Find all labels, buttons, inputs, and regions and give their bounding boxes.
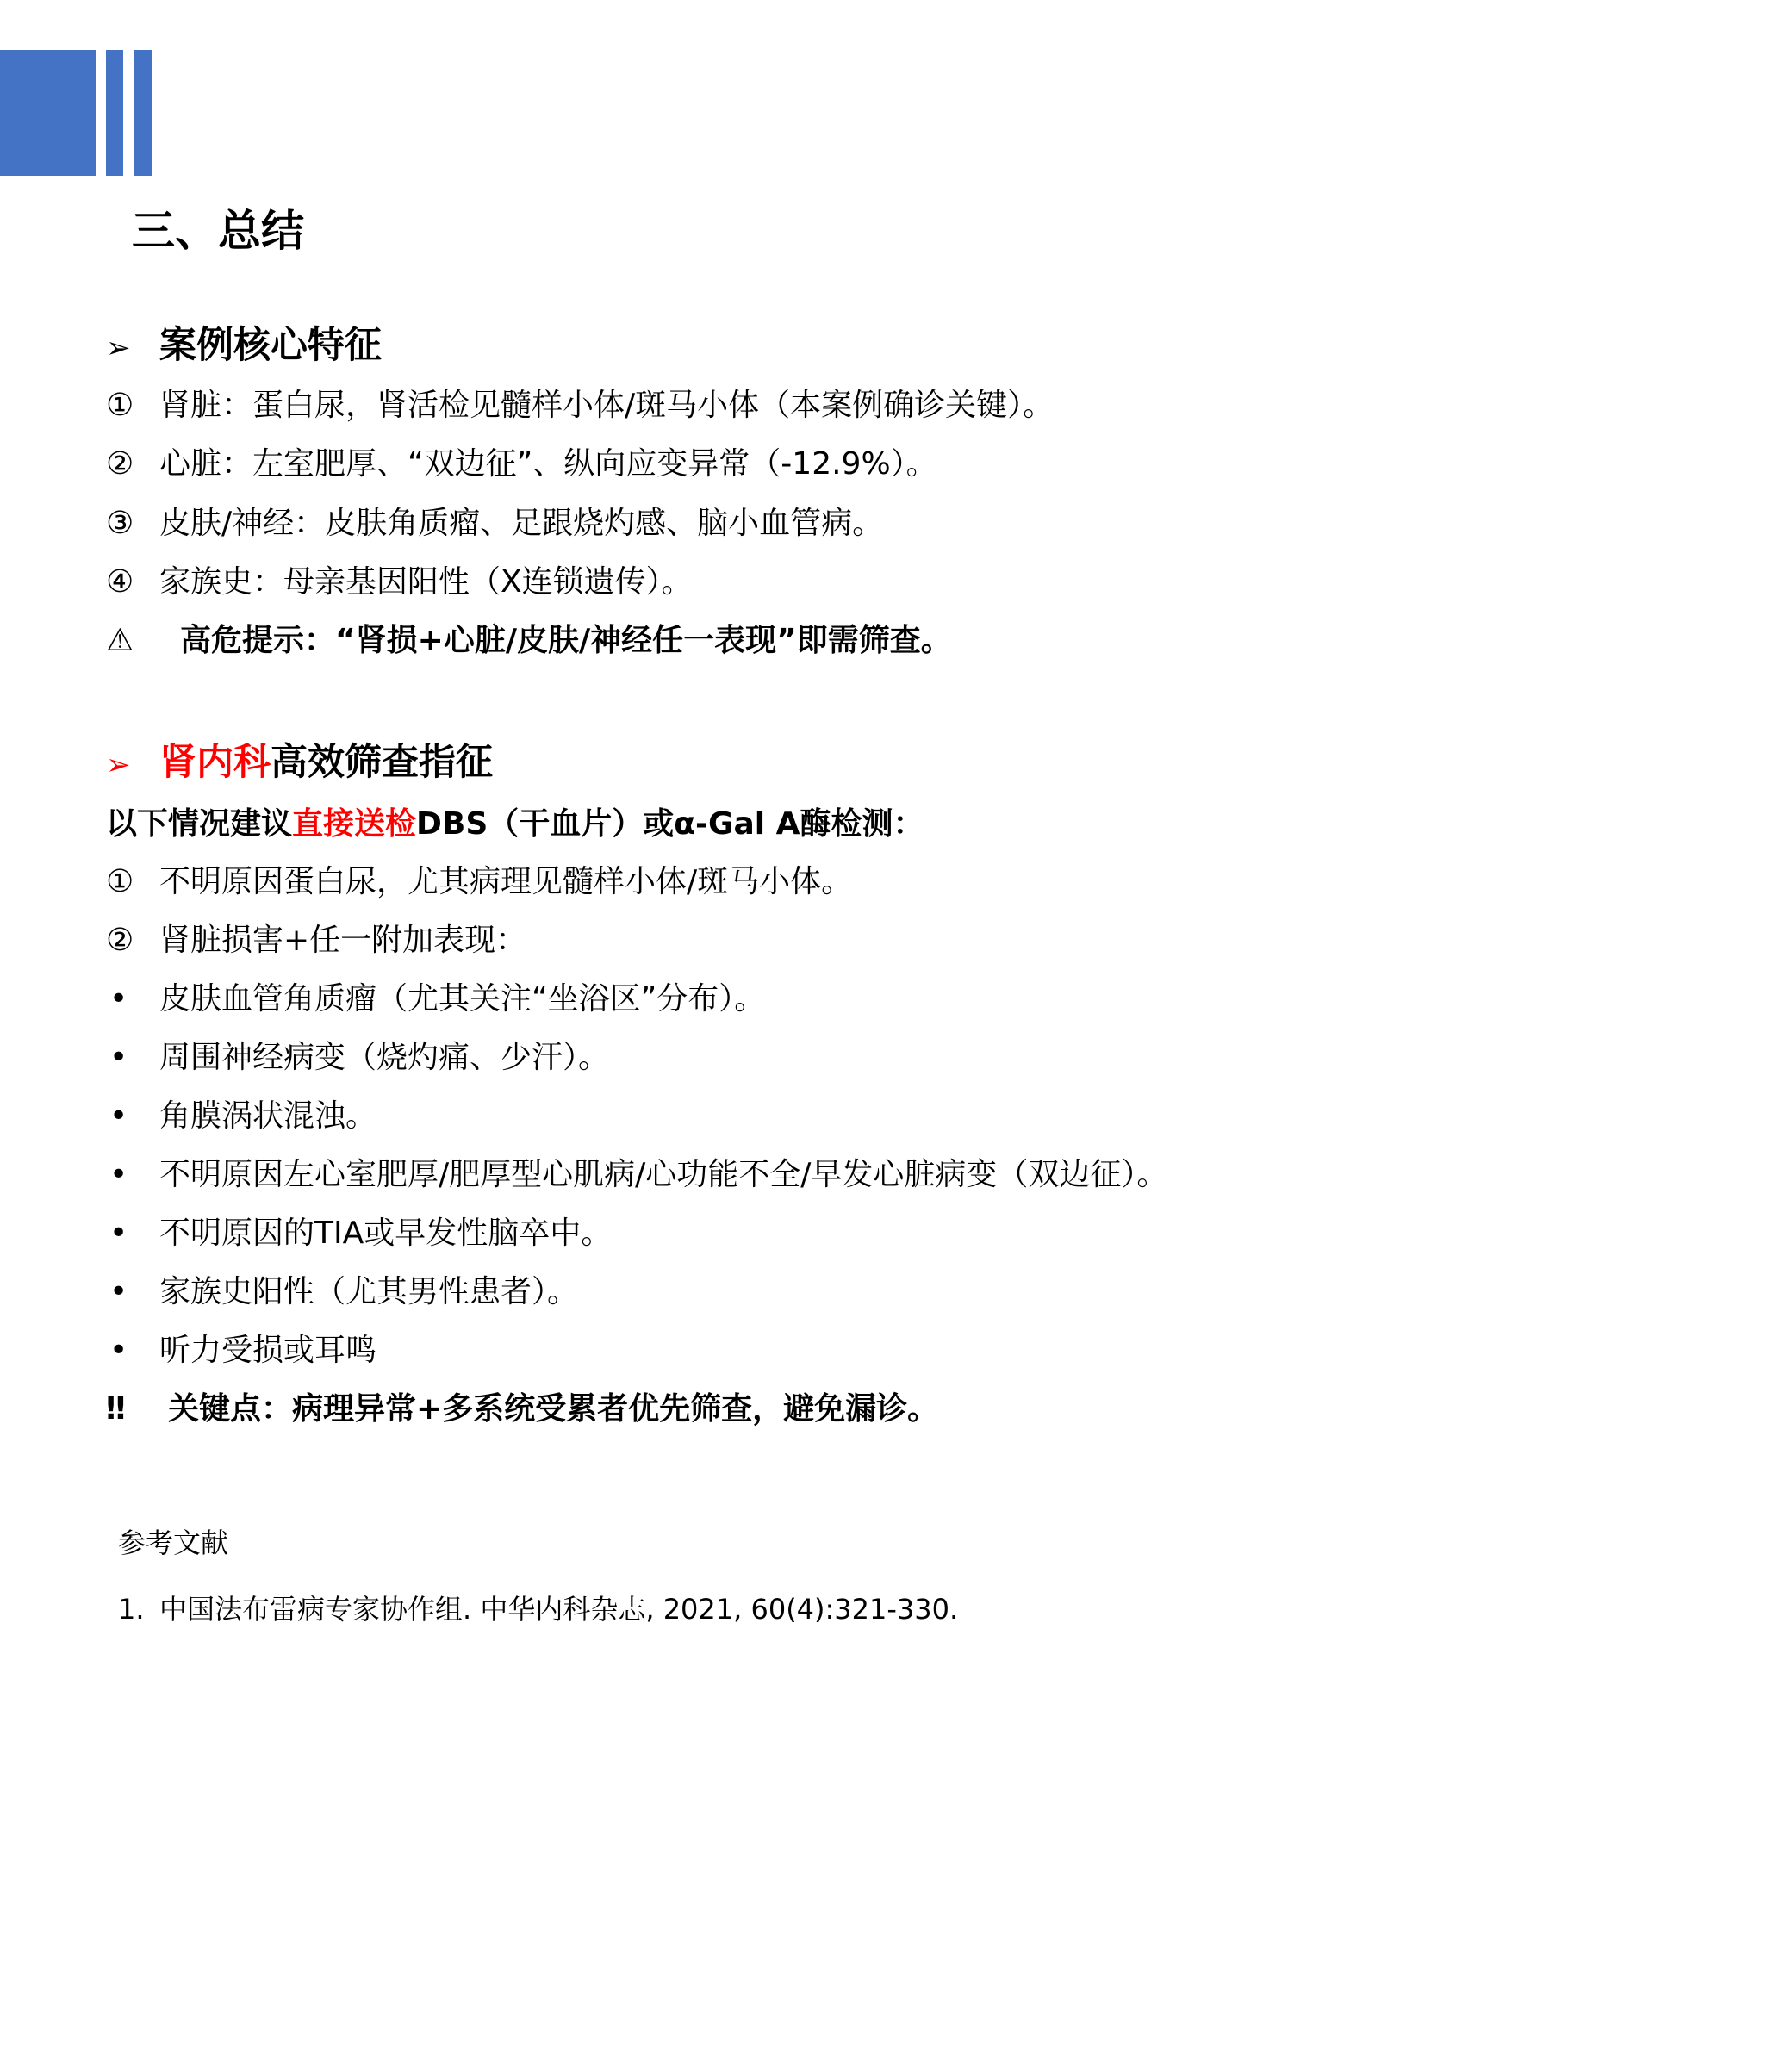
- circled-number-icon: ①: [106, 388, 134, 423]
- intro-highlight: 直接送检: [292, 806, 417, 842]
- screening-item-text: 不明原因蛋白尿，尤其病理见髓样小体/斑马小体。: [159, 864, 853, 899]
- circled-number-icon: ④: [106, 564, 134, 600]
- bullet-icon: •: [109, 1274, 128, 1309]
- circled-number-icon: ①: [106, 864, 134, 899]
- core-heading: [106, 321, 382, 372]
- arrow-icon: ➢: [106, 331, 131, 365]
- circled-number-icon: ②: [106, 923, 134, 958]
- key-point-line: [106, 1389, 938, 1430]
- bullet-item: [106, 1096, 376, 1137]
- bullet-item: [106, 1037, 609, 1079]
- reference-number: 1.: [118, 1593, 145, 1626]
- bullet-item: [106, 1272, 578, 1313]
- screening-heading-text: 高效筛查指征: [271, 741, 493, 784]
- core-item: [106, 562, 693, 603]
- warning-icon: ⚠: [106, 623, 134, 658]
- core-heading-text: 案例核心特征: [159, 324, 382, 367]
- core-item-text: 心脏：左室肥厚、“双边征”、纵向应变异常（-12.9%）。: [159, 446, 937, 482]
- key-point-text: 关键点：病理异常+多系统受累者优先筛查，避免漏诊。: [168, 1391, 939, 1427]
- bullet-item: [106, 979, 765, 1020]
- bullet-icon: •: [109, 1040, 128, 1075]
- bullet-text: 角膜涡状混浊。: [159, 1098, 377, 1134]
- core-item-text: 肾脏：蛋白尿，肾活检见髓样小体/斑马小体（本案例确诊关键）。: [159, 388, 1055, 423]
- bullet-icon: •: [109, 1157, 128, 1192]
- screening-item: [106, 920, 526, 961]
- reference-text: 中国法布雷病专家协作组. 中华内科杂志, 2021, 60(4):321-330.: [159, 1593, 959, 1626]
- screening-intro: [106, 804, 924, 845]
- bullet-item: [106, 1154, 1167, 1196]
- bullet-icon: •: [109, 1098, 128, 1134]
- bullet-text: 不明原因的TIA或早发性脑卒中。: [159, 1216, 613, 1251]
- warning-text: 高危提示：“肾损+心脏/皮肤/神经任一表现”即需筛查。: [180, 623, 952, 658]
- bullet-icon: •: [109, 1333, 128, 1368]
- section-title: 三、总结: [132, 206, 304, 256]
- core-item: [106, 503, 883, 544]
- double-exclamation-icon: ‼: [106, 1391, 126, 1427]
- circled-number-icon: ②: [106, 446, 134, 482]
- bullet-text: 皮肤血管角质瘤（尤其关注“坐浴区”分布）。: [159, 981, 766, 1017]
- screening-heading-red: 肾内科: [159, 741, 271, 784]
- core-item: [106, 444, 937, 485]
- bullet-text: 听力受损或耳鸣: [159, 1333, 377, 1368]
- screening-item-text: 肾脏损害+任一附加表现：: [159, 923, 527, 958]
- bullet-text: 周围神经病变（烧灼痛、少汗）。: [159, 1040, 610, 1075]
- decorative-blue-block: [0, 50, 96, 176]
- warning-line: [106, 620, 952, 662]
- bullet-icon: •: [109, 981, 128, 1017]
- intro-text: DBS（干血片）或α-Gal A酶检测：: [416, 806, 924, 842]
- bullet-item: [106, 1330, 376, 1371]
- bullet-icon: •: [109, 1216, 128, 1251]
- decorative-blue-bar: [134, 50, 152, 176]
- screening-heading: [106, 738, 493, 789]
- decorative-blue-bar: [106, 50, 123, 176]
- bullet-text: 家族史阳性（尤其男性患者）。: [159, 1274, 579, 1309]
- intro-text: 以下情况建议: [106, 806, 293, 842]
- core-item: [106, 385, 1054, 426]
- arrow-icon: ➢: [106, 748, 131, 782]
- reference-item: [118, 1590, 958, 1628]
- screening-item: [106, 861, 852, 903]
- bullet-text: 不明原因左心室肥厚/肥厚型心肌病/心功能不全/早发心脏病变（双边征）。: [159, 1157, 1168, 1192]
- core-item-text: 家族史：母亲基因阳性（X连锁遗传）。: [159, 564, 693, 600]
- core-item-text: 皮肤/神经：皮肤角质瘤、足跟烧灼感、脑小血管病。: [159, 506, 884, 541]
- bullet-item: [106, 1213, 612, 1254]
- references-title: 参考文献: [118, 1527, 229, 1559]
- circled-number-icon: ③: [106, 506, 134, 541]
